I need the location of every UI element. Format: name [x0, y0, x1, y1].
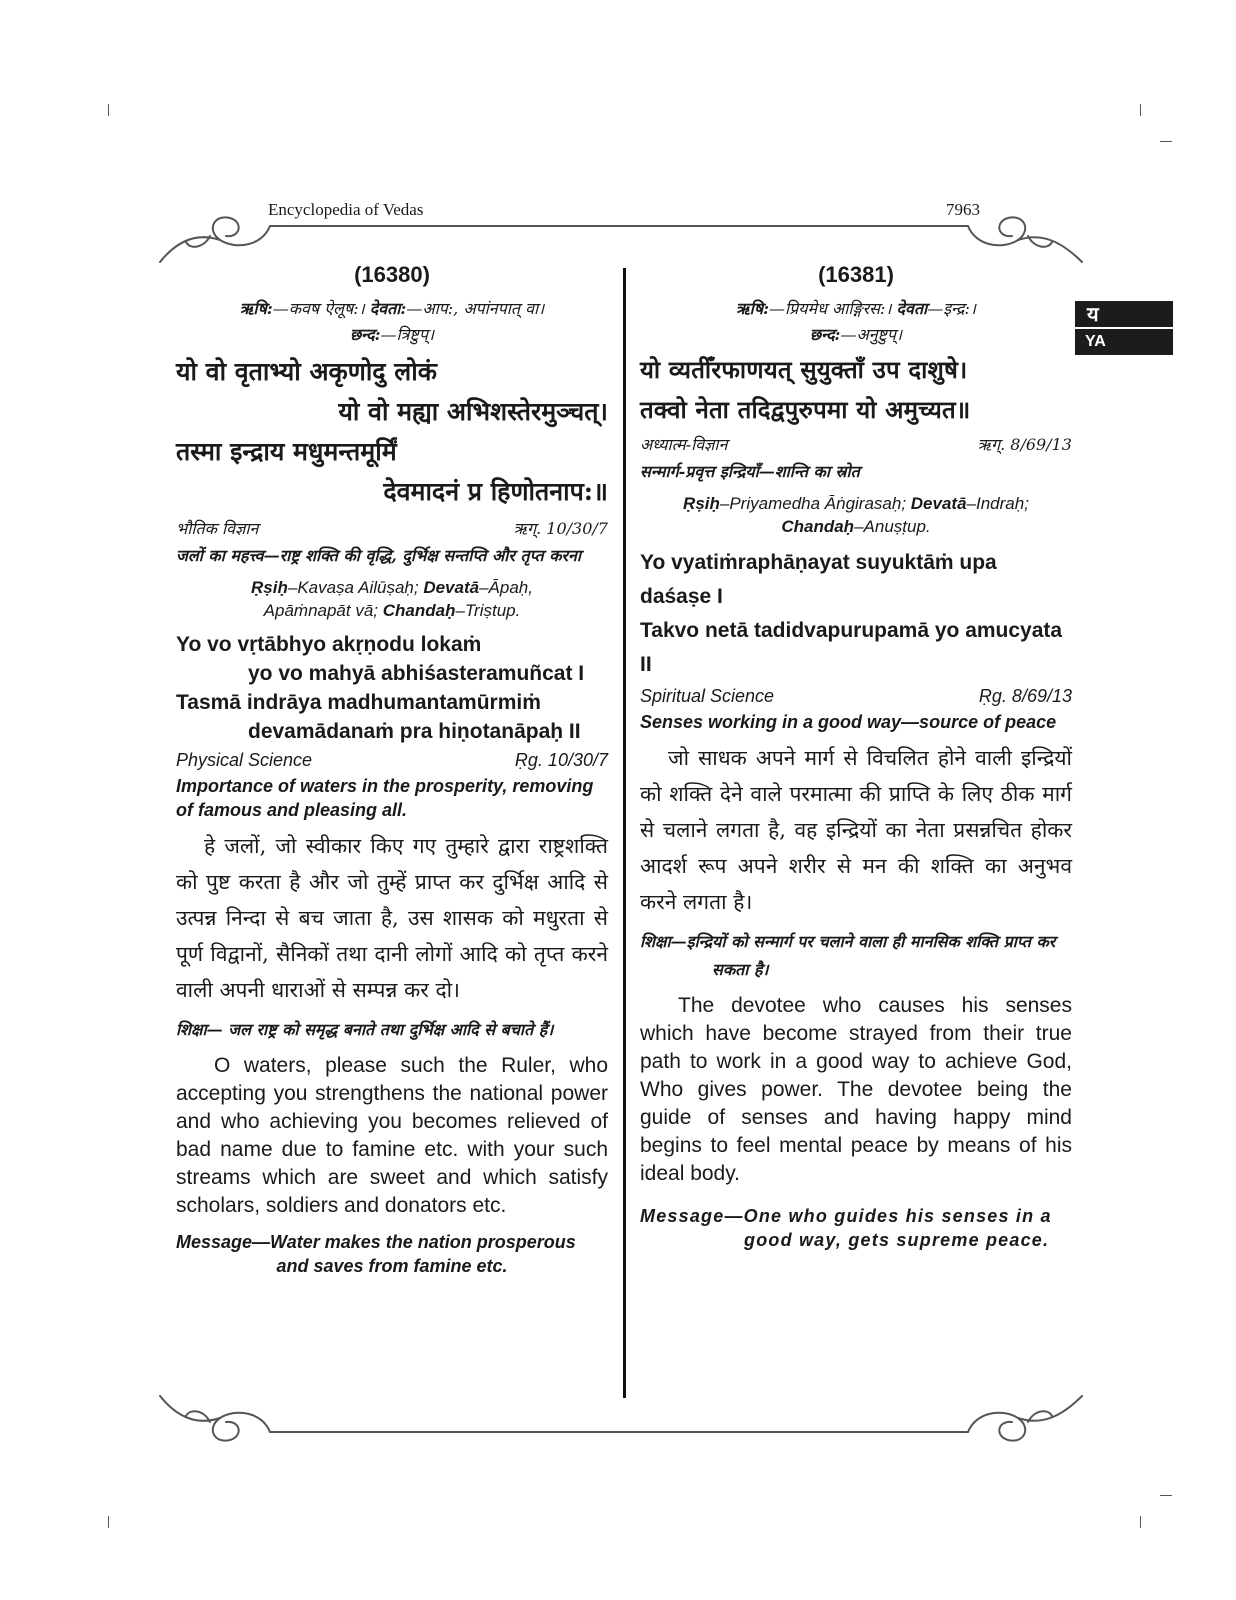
book-title: Encyclopedia of Vedas [268, 200, 424, 219]
message-line: Message—Water makes the nation prosperous [176, 1232, 576, 1252]
devata-en-label: Devatā [423, 578, 480, 597]
section-tab-devanagari: य [1075, 301, 1173, 327]
chandah-en-value: –Triṣtup. [455, 601, 521, 620]
reference-english: Ṛg. 8/69/13 [978, 686, 1072, 706]
chhanda-label: छन्द: [349, 325, 381, 344]
topic-english: Importance of waters in the prosperity, removing of famous and pleasing all. [176, 776, 594, 820]
mantra-number: (16381) [818, 262, 894, 287]
rishi-devata-line [640, 296, 1072, 322]
transliteration [640, 546, 1072, 682]
devata-value: —आप:, अपांनपात् वा। [406, 299, 545, 318]
topic-hindi: सन्मार्ग-प्रवृत्त इन्द्रियाँ—शान्ति का स्रोत [640, 462, 860, 481]
devata-label: देवता: [369, 299, 407, 318]
mantra-line: तस्मा इन्द्राय मधुमन्तमूर्मिं [176, 437, 397, 466]
rsih-value: –Kavaṣa Ailūṣaḥ; [287, 578, 424, 597]
category-ref-hindi [176, 516, 608, 542]
mantra-16380 [176, 262, 608, 1288]
mantra-line: यो वो वृताभ्यो अकृणोदु लोकं [176, 357, 437, 386]
chhanda-value: —अनुष्टुप्। [840, 325, 903, 344]
devata-en-label: Devatā [910, 494, 967, 513]
shiksha-lesson: शिक्षा— जल राष्ट्र को समृद्ध बनाते तथा दुर्भिक्ष आदि से बचाते हैं। [176, 1020, 554, 1039]
rsih-devata-english [640, 492, 1072, 538]
devata-en-value: –Āpaḥ, [479, 578, 533, 597]
transliteration [176, 630, 608, 746]
rsih-devata-english [176, 576, 608, 622]
rsih-label: Ṛṣiḥ [251, 578, 288, 597]
rishi-devata-line [176, 296, 608, 322]
mantra-line: तक्वो नेता तदिद्वपुरुपमा यो अमुच्यत॥ [640, 395, 971, 424]
english-translation: O waters, please such the Ruler, who accepting you strengthens the national power and who achieving you becomes relieved of bad name due to famine etc. with your such streams which are sweet and which satisfy scholars, soldiers and donators etc. [176, 1054, 608, 1217]
rishi-value: —कवष ऐलूष:। [272, 299, 365, 318]
column-divider [623, 268, 626, 1398]
category-ref-english [640, 682, 1072, 710]
message-line: and saves from famine etc. [276, 1256, 508, 1276]
rishi-value: —प्रियमेध आङ्गिरस:। [768, 299, 892, 318]
translit-line: yo vo mahyā abhiśasteramuñcat I [248, 662, 585, 685]
chhanda-line [176, 322, 608, 348]
page-number: 7963 [946, 200, 980, 219]
hindi-translation: हे जलों, जो स्वीकार किए गए तुम्हारे द्वारा राष्ट्रशक्ति को पुष्ट करता है और जो तुम्हें प्राप्त कर दुर्भिक्ष आदि से उत्पन्न निन्दा से बच जाता है, उस शासक को मधुरता से पूर्ण विद्वानों, सैनिकों तथा दानी लोगों आदि को तृप्त करने वाली अपनी धाराओं से सम्पन्न कर दो। [176, 834, 608, 1002]
chhanda-label: छन्द: [809, 325, 841, 344]
rsih-label: Ṛṣiḥ [683, 494, 720, 513]
reference-english: Ṛg. 10/30/7 [514, 750, 608, 770]
translit-line: Yo vo vṛtābhyo akṛṇodu lokaṁ [176, 633, 482, 656]
mantra-line: यो वो मह्या अभिशस्तेरमुञ्चत्। [338, 397, 608, 426]
rsih-value: –Priyamedha Āṅgirasaḥ; [719, 494, 911, 513]
category-hindi: भौतिक विज्ञान [176, 519, 259, 538]
chandah-en-label: Chandaḥ [382, 601, 456, 620]
message [176, 1230, 608, 1278]
devata-en-value: –Indraḥ; [966, 494, 1029, 513]
chhanda-value: —त्रिष्टुप्। [380, 325, 435, 344]
rishi-label: ऋषि: [239, 299, 273, 318]
reference-hindi: ऋग्. 10/30/7 [513, 519, 608, 538]
devata-label: देवता [896, 299, 928, 318]
translit-line: devamādanaṁ pra hiṇotanāpaḥ II [248, 720, 581, 743]
category-ref-english [176, 746, 608, 774]
translit-line: Yo vyatiṁraphāṇayat suyuktāṁ upa daśaṣe I [640, 551, 997, 608]
sanskrit-mantra [640, 350, 1072, 430]
section-tab-latin: YA [1075, 329, 1173, 355]
translit-line: Tasmā indrāya madhumantamūrmiṁ [176, 691, 541, 714]
rishi-label: ऋषि: [736, 299, 769, 318]
devata-value: —इन्द्र:। [927, 299, 976, 318]
message: Message—One who guides his senses in a good way, gets supreme peace. [640, 1206, 1052, 1250]
chhanda-line [640, 322, 1072, 348]
category-english: Spiritual Science [640, 686, 775, 706]
category-hindi: अध्यात्म-विज्ञान [640, 435, 728, 454]
category-ref-hindi [640, 432, 1072, 458]
hindi-translation: जो साधक अपने मार्ग से विचलित होने वाली इन्द्रियों को शक्ति देने वाले परमात्मा की प्राप्ति के लिए ठीक मार्ग से चलाने लगता है, वह इन्द्रियों का नेता प्रसन्नचित होकर आदर्श रूप अपने शरीर से मन की शक्ति का अनुभव करने लगता है। [640, 746, 1072, 914]
mantra-line: यो व्यतीँरफाणयत् सुयुक्ताँ उप दाशुषे। [640, 355, 968, 384]
translit-line: Takvo netā tadidvapurupamā yo amucyata II [640, 619, 1063, 676]
shiksha-lesson: शिक्षा—इन्द्रियों को सन्मार्ग पर चलाने वाला ही मानसिक शक्ति प्राप्त कर सकता है। [640, 932, 1056, 979]
reference-hindi: ऋग्. 8/69/13 [977, 435, 1072, 454]
mantra-number: (16380) [354, 262, 430, 287]
mantra-16381 [640, 262, 1072, 1268]
english-translation: The devotee who causes his senses which have become strayed from their true path to work in a good way to achieve God, Who gives power. The devotee being the guide of senses and having happy mind begins to feel mental peace by means of his ideal body. [640, 994, 1072, 1185]
chandah-en-value: –Anuṣṭup. [854, 517, 931, 536]
chandah-en-label: Chandaḥ [781, 517, 855, 536]
mantra-line: देवमादनं प्र हिणोतनाप:॥ [383, 477, 608, 506]
sanskrit-mantra [176, 352, 608, 512]
category-english: Physical Science [176, 750, 313, 770]
topic-english: Senses working in a good way—source of peace [640, 712, 1057, 732]
topic-hindi: जलों का महत्त्व—राष्ट्र शक्ति की वृद्धि, दुर्भिक्ष सन्तप्ति और तृप्त करना [176, 546, 582, 565]
devata-en-alt: Apāṁnapāt vā; [263, 601, 383, 620]
